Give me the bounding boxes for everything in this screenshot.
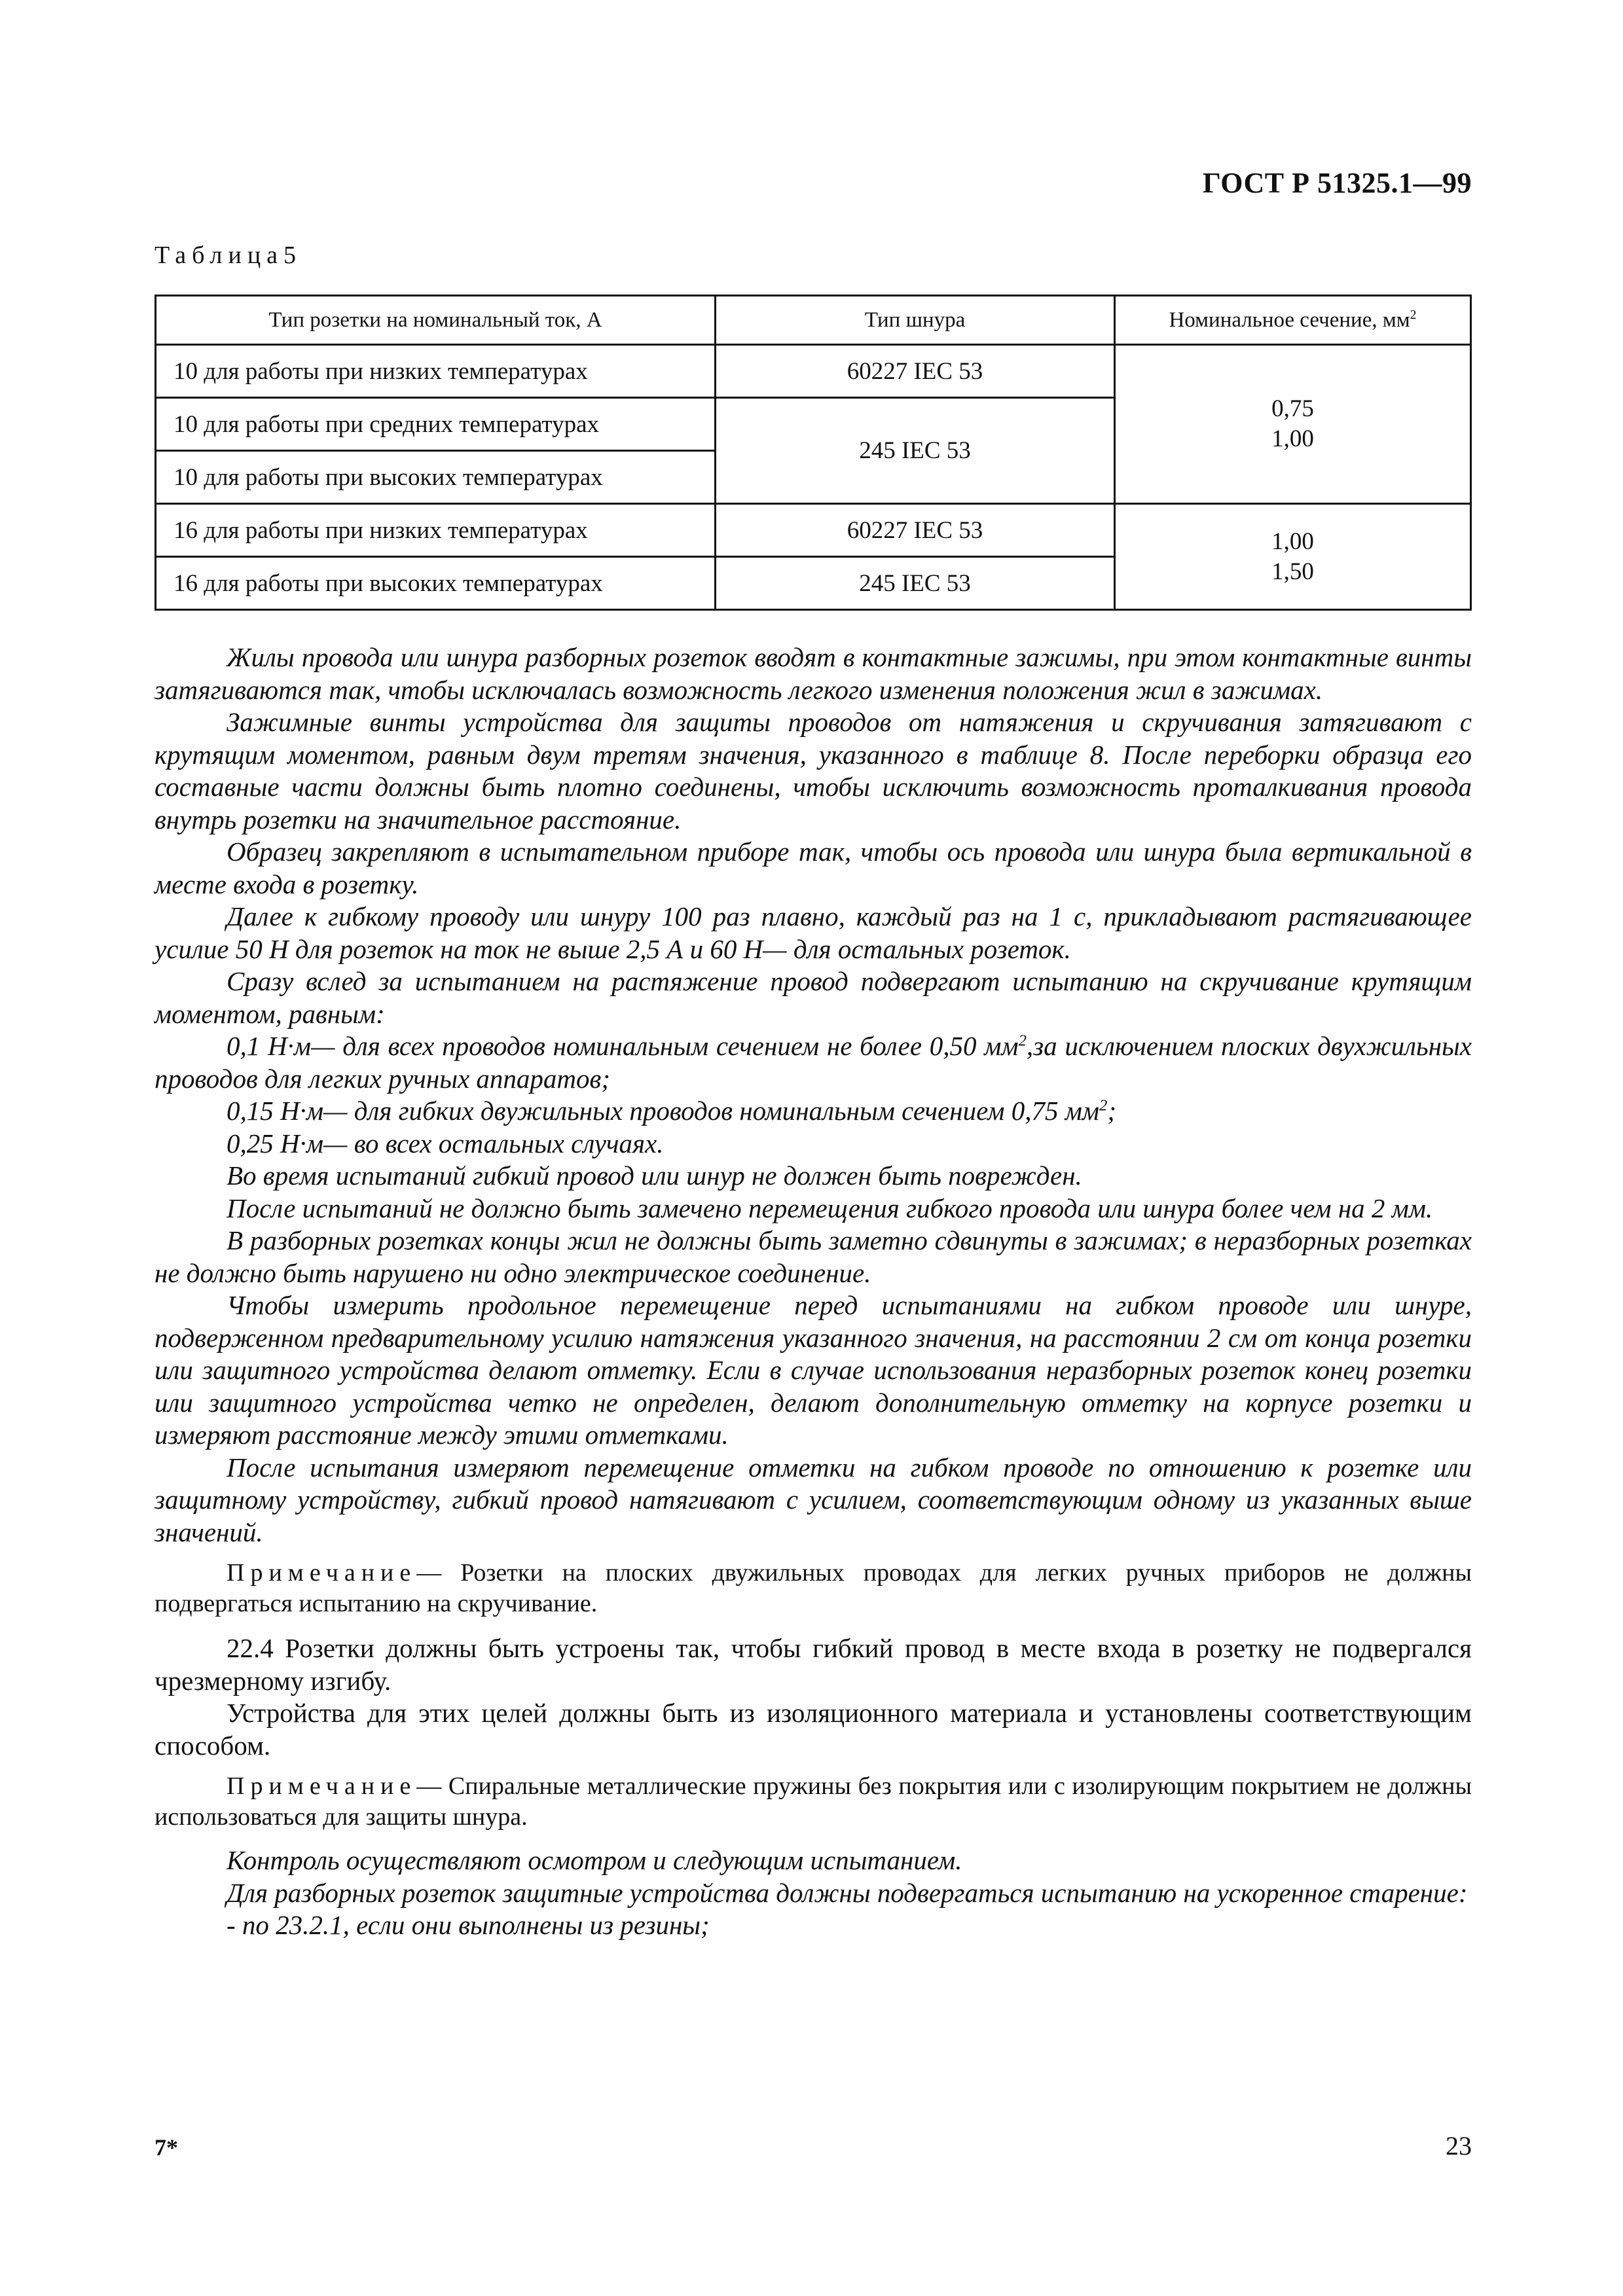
note-label: Примечание	[227, 1772, 417, 1800]
outlet-type-cell: 16 для работы при высоких температурах	[156, 557, 716, 610]
outlet-type-cell: 10 для работы при средних температурах	[156, 398, 716, 451]
cross-section-header-superscript: 2	[1410, 307, 1417, 322]
column-header-cross-section	[1115, 296, 1471, 345]
note	[155, 1771, 1472, 1833]
document-header: ГОСТ Р 51325.1—99	[1202, 167, 1472, 199]
cord-type-cell: 60227 IEC 53	[716, 504, 1115, 557]
cord-type-cell: 60227 IEC 53	[716, 345, 1115, 398]
outlet-type-cell: 10 для работы при низких температурах	[156, 345, 716, 398]
outlet-type-cell: 16 для работы при низких температурах	[156, 504, 716, 557]
note-text: — Розетки на плоских двужильных проводах для легких ручных приборов не должны подвергаться испытанию на скручивание.	[155, 1559, 1472, 1617]
torque-item	[155, 1095, 1472, 1128]
cord-type-cell: 245 IEC 53	[716, 398, 1115, 504]
torque-item-text: 0,15 Н·м— для гибких двужильных проводов номинальным сечением 0,75 мм	[227, 1096, 1100, 1126]
cross-section-value: 1,50	[1271, 558, 1314, 585]
cord-type-cell: 245 IEC 53	[716, 557, 1115, 610]
paragraph: В разборных розетках концы жил не должны быть заметно сдвинуты в зажимах; в неразборных розетках не должно быть нарушено ни одно электрическое соединение.	[155, 1225, 1472, 1288]
column-header-outlet-type: Тип розетки на номинальный ток, А	[156, 296, 716, 345]
table-row	[156, 504, 1471, 557]
note-label: Примечание	[227, 1559, 417, 1587]
cross-section-value: 0,75	[1271, 395, 1314, 422]
paragraph: Во время испытаний гибкий провод или шнур не должен быть поврежден.	[227, 1160, 1082, 1191]
paragraph: После испытания измеряют перемещение отметки на гибком проводе по отношению к розетке или защитному устройству, гибкий провод натягивают с усилием, соответствующим одному из указанных выше значений.	[155, 1452, 1472, 1547]
list-item: - по 23.2.1, если они выполнены из резины;	[227, 1910, 710, 1940]
table-caption: Таблица5	[155, 242, 302, 269]
section-22-4: 22.4 Розетки должны быть устроены так, чтобы гибкий провод в месте входа в розетку не подвергался чрезмерному изгибу.	[155, 1633, 1472, 1696]
paragraph: Устройства для этих целей должны быть из изоляционного материала и установлены соответствующим способом.	[155, 1698, 1472, 1761]
cross-section-value: 1,00	[1271, 425, 1314, 452]
document-body	[155, 641, 1472, 1942]
paragraph: Сразу вслед за испытанием на растяжение провод подвергают испытанию на скручивание крутящим моментом, равным:	[155, 966, 1472, 1029]
paragraph: После испытаний не должно быть замечено перемещения гибкого провода или шнура более чем на 2 мм.	[227, 1193, 1433, 1223]
cross-section-header-text: Номинальное сечение, мм	[1169, 308, 1410, 332]
superscript: 2	[1018, 1031, 1027, 1050]
table-5	[155, 295, 1472, 611]
cross-section-cell	[1115, 345, 1471, 504]
torque-item: 0,25 Н·м— во всех остальных случаях.	[227, 1128, 664, 1158]
superscript: 2	[1099, 1096, 1108, 1115]
outlet-type-cell: 10 для работы при высоких температурах	[156, 451, 716, 504]
footer-mark: 7*	[155, 2134, 178, 2161]
paragraph: Чтобы измерить продольное перемещение перед испытаниями на гибком проводе или шнуре, подверженном предварительному усилию натяжения указанного значения, на расстоянии 2 см от конца розетки или защитного устройства делают отметку. Если в случае использования неразборных розеток конец розетки или защитного устройства четко не определен, делают дополнительную отметку на корпусе розетки и измеряют расстояние между этими отметками.	[155, 1290, 1472, 1450]
note	[155, 1558, 1472, 1619]
paragraph: Контроль осуществляют осмотром и следующим испытанием.	[227, 1845, 962, 1875]
note-text: — Спиральные металлические пружины без покрытия или с изолирующим покрытием не должны использоваться для защиты шнура.	[155, 1772, 1472, 1831]
cross-section-cell	[1115, 504, 1471, 610]
cross-section-value: 1,00	[1271, 528, 1314, 555]
column-header-cord-type: Тип шнура	[716, 296, 1115, 345]
paragraph: Образец закрепляют в испытательном приборе так, чтобы ось провода или шнура была вертикальной в месте входа в розетку.	[155, 836, 1472, 899]
torque-item	[155, 1030, 1472, 1095]
paragraph: Для разборных розеток защитные устройства должны подвергаться испытанию на ускоренное старение:	[227, 1877, 1468, 1908]
paragraph: Жилы провода или шнура разборных розеток вводят в контактные зажимы, при этом контактные винты затягиваются так, чтобы исключалась возможность легкого изменения положения жил в зажимах.	[155, 642, 1472, 705]
torque-item-text: 0,1 Н·м— для всех проводов номинальным сечением не более 0,50 мм	[227, 1031, 1019, 1061]
paragraph: Далее к гибкому проводу или шнуру 100 раз плавно, каждый раз на 1 с, прикладывают растягивающее усилие 50 Н для розеток на ток не выше 2,5 А и 60 Н— для остальных розеток.	[155, 901, 1472, 964]
torque-item-text: ,за исключением плоских двухжильных проводов для легких ручных аппаратов;	[155, 1031, 1472, 1094]
table-row	[156, 345, 1471, 398]
paragraph: Зажимные винты устройства для защиты проводов от натяжения и скручивания затягивают с крутящим моментом, равным двум третям значения, указанного в таблице 8. После переборки образца его составные части должны быть плотно соединены, чтобы исключить возможность проталкивания провода внутрь розетки на значительное расстояние.	[155, 707, 1472, 834]
table-header-row	[156, 296, 1471, 345]
page-number: 23	[1446, 2131, 1472, 2161]
torque-item-text: ;	[1107, 1096, 1116, 1126]
